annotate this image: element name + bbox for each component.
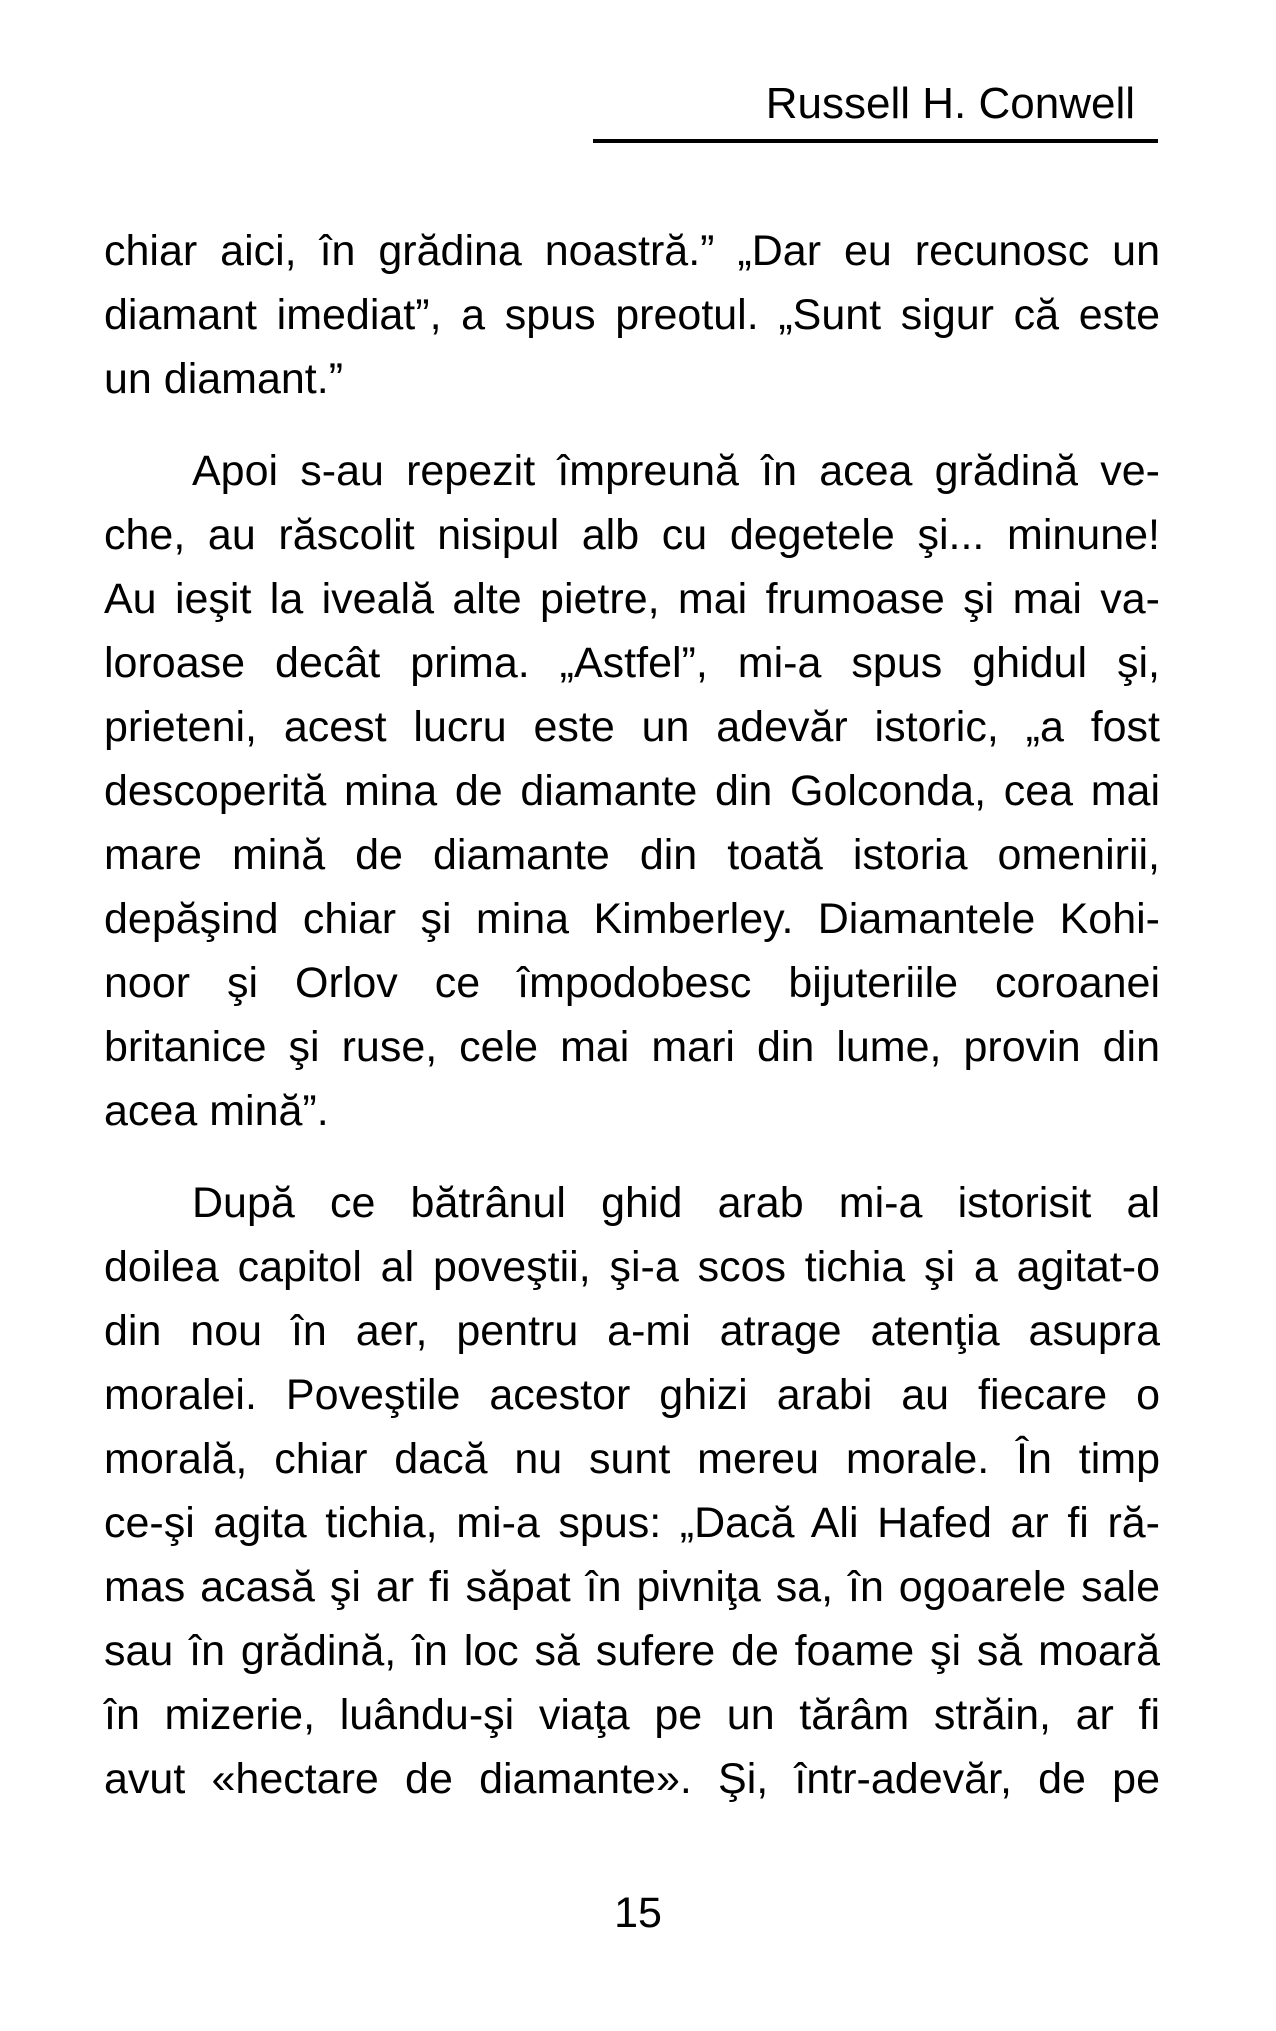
text-line: che, au răscolit nisipul alb cu degetele şi... minune! [104,511,1160,559]
text-line: avut «hectare de diamante». Şi, într-adevăr, de pe [104,1755,1160,1803]
text-line: morală, chiar dacă nu sunt mereu morale. În timp [104,1435,1160,1483]
text-line: în mizerie, luându-şi viaţa pe un tărâm străin, ar fi [104,1691,1160,1739]
text-line: britanice şi ruse, cele mai mari din lume, provin din [104,1023,1160,1071]
text-line: Apoi s-au repezit împreună în acea grădină ve- [192,447,1160,495]
text-line: diamant imediat”, a spus preotul. „Sunt sigur că este [104,291,1160,339]
running-header-title: Russell H. Conwell [765,79,1135,128]
paragraph [104,219,1160,411]
text-line: din nou în aer, pentru a-mi atrage atenţia asupra [104,1307,1160,1355]
text-line: sau în grădină, în loc să sufere de foame şi să moară [104,1627,1160,1675]
text-line: un diamant.” [104,355,344,403]
page-number: 15 [614,1889,662,1937]
text-line: acea mină”. [104,1087,329,1135]
text-line: mas acasă şi ar fi săpat în pivniţa sa, în ogoarele sale [104,1563,1160,1611]
text-line: descoperită mina de diamante din Golconda, cea mai [104,767,1160,815]
text-line: moralei. Poveştile acestor ghizi arabi au fiecare o [104,1371,1160,1419]
text-line: Au ieşit la iveală alte pietre, mai frumoase şi mai va- [104,575,1160,623]
header-rule [593,139,1158,143]
text-line: prieteni, acest lucru este un adevăr istoric, „a fost [104,703,1160,751]
body-text [104,219,1160,1839]
text-line: ce-şi agita tichia, mi-a spus: „Dacă Ali Hafed ar fi ră- [104,1499,1160,1547]
text-line: După ce bătrânul ghid arab mi-a istorisit al [192,1179,1160,1227]
text-line: depăşind chiar şi mina Kimberley. Diamantele Kohi- [104,895,1160,943]
text-line: chiar aici, în grădina noastră.” „Dar eu recunosc un [104,227,1160,275]
text-line: noor şi Orlov ce împodobesc bijuteriile coroanei [104,959,1160,1007]
text-line: loroase decât prima. „Astfel”, mi-a spus ghidul şi, [104,639,1160,687]
paragraph [104,439,1160,1143]
paragraph [104,1171,1160,1811]
text-line: doilea capitol al poveştii, şi-a scos tichia şi a agitat-o [104,1243,1160,1291]
text-line: mare mină de diamante din toată istoria omenirii, [104,831,1160,879]
